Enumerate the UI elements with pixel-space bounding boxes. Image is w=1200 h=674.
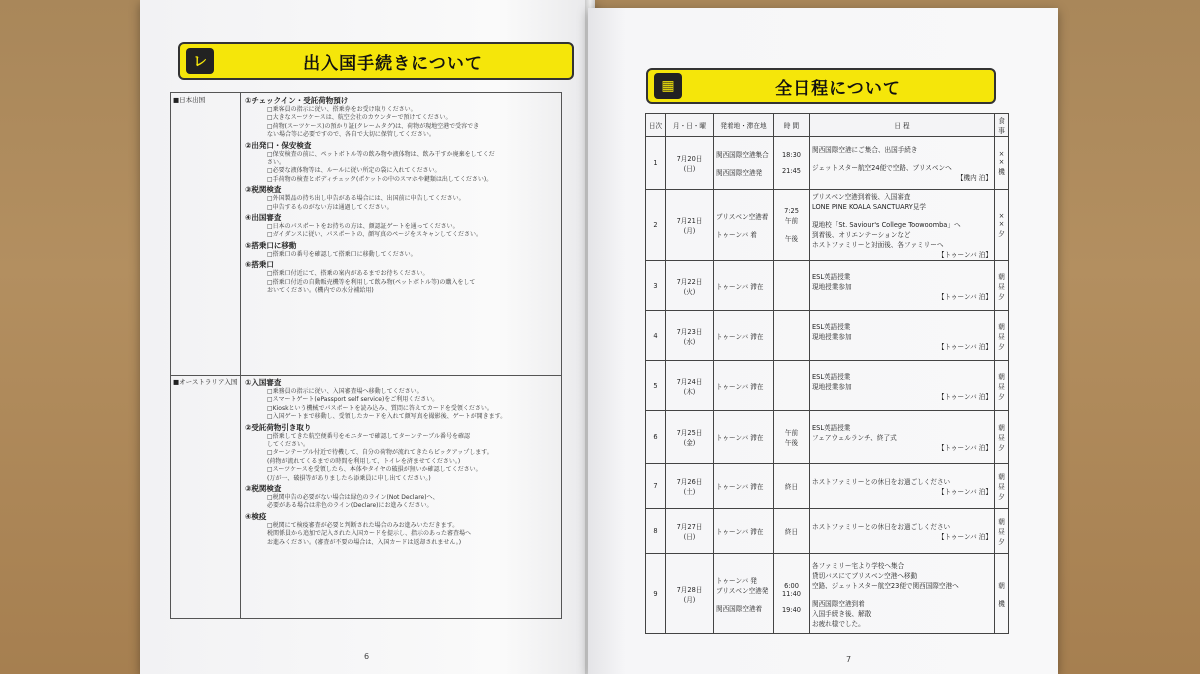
date-cell: 7月23日 (水) — [666, 311, 714, 361]
column-header: 食事 — [995, 114, 1009, 137]
right-page-title: 全日程について — [775, 78, 901, 99]
itinerary-row — [646, 509, 1009, 554]
step-line: □スマートゲート(ePassport self service)をご利用ください。 — [267, 396, 439, 404]
meal-cell: 朝 昼 夕 — [995, 464, 1009, 509]
step-heading: ④検疫 — [245, 511, 267, 521]
page-number-left: 6 — [364, 652, 370, 661]
place-cell: トゥーンバ 滞在 — [714, 411, 774, 464]
date-cell: 7月24日 (木) — [666, 361, 714, 411]
step-line: □搭乗してきた航空便番号をモニターで確認してターンテーブル番号を確認 — [267, 432, 471, 440]
itinerary-row — [646, 361, 1009, 411]
itinerary-row — [646, 311, 1009, 361]
stay-label: 【トゥーンバ 泊】 — [937, 444, 992, 452]
step-line: □保安検査の前に、ペットボトル等の飲み物や液体物は、飲み干すか廃棄をしてくだ — [267, 150, 495, 158]
schedule-cell — [810, 311, 995, 361]
place-cell: トゥーンバ 滞在 — [714, 464, 774, 509]
time-cell — [774, 261, 810, 311]
place-cell: トゥーンバ 滞在 — [714, 261, 774, 311]
itinerary-row — [646, 190, 1009, 261]
stay-label: 【トゥーンバ 泊】 — [937, 533, 992, 541]
date-cell: 7月27日 (日) — [666, 509, 714, 554]
day-number-cell: 3 — [646, 261, 666, 311]
itinerary-row — [646, 137, 1009, 190]
left-page-title: 出入国手続きについて — [303, 53, 483, 74]
schedule-cell — [810, 137, 995, 190]
column-header: 月・日・曜 — [666, 114, 714, 137]
procedures-table — [170, 92, 562, 619]
time-cell: 終日 — [774, 509, 810, 554]
day-number-cell: 4 — [646, 311, 666, 361]
meal-cell: 朝 機 — [995, 554, 1009, 634]
day-number-cell: 8 — [646, 509, 666, 554]
section-heading: ■日本出国 — [171, 93, 241, 375]
day-number-cell: 6 — [646, 411, 666, 464]
section-heading: ■オーストラリア入国 — [171, 375, 241, 618]
schedule-text: ESL英語授業 現地授業参加 — [812, 372, 852, 391]
calendar-icon: ▦ — [654, 73, 682, 99]
day-number-cell: 2 — [646, 190, 666, 261]
schedule-text: 関西国際空港にご集合、出国手続き ジェットスター航空24便で空路、ブリスベンへ — [812, 146, 952, 172]
right-title-banner — [646, 68, 996, 104]
time-cell — [774, 361, 810, 411]
step-line: (万が一、破損等がありましたら添乗員に申し出てください。) — [267, 474, 431, 482]
column-header: 日次 — [646, 114, 666, 137]
itinerary-row — [646, 554, 1009, 634]
schedule-text: ブリスベン空港到着後、入国審査 LONE PINE KOALA SANCTUARY見学 現地校「St. Saviour's College Toowoomba」へ 到着後、オリエンテーションなど ホストファミリーと対面後、各ファミリーへ — [812, 193, 961, 249]
itinerary-row — [646, 261, 1009, 311]
schedule-cell — [810, 361, 995, 411]
step-line: □スーツケースを受領したら、本体やタイヤの破損が無いか確認してください。 — [267, 466, 482, 474]
day-number-cell: 9 — [646, 554, 666, 634]
itinerary-table — [645, 113, 1009, 634]
step-line: □搭乗口の番号を確認して搭乗口に移動してください。 — [267, 250, 417, 258]
place-cell: トゥーンバ 発 ブリスベン空港発 関西国際空港着 — [714, 554, 774, 634]
time-cell: 7:25 午前 午後 — [774, 190, 810, 261]
schedule-cell — [810, 464, 995, 509]
step-line: □必要な液体物等は、ルールに従い所定の袋に入れてください。 — [267, 167, 441, 175]
date-cell: 7月21日 (月) — [666, 190, 714, 261]
place-cell: ブリスベン空港着 トゥーンバ 着 — [714, 190, 774, 261]
schedule-cell — [810, 411, 995, 464]
left-title-banner — [178, 42, 574, 80]
step-line: おいてください。(機内での水分補給用) — [267, 287, 374, 295]
schedule-cell — [810, 261, 995, 311]
step-heading: ②受託荷物引き取り — [245, 422, 312, 432]
day-number-cell: 5 — [646, 361, 666, 411]
column-header: 時 間 — [774, 114, 810, 137]
step-line: □搭乗口付近にて、搭乗の案内があるまでお待ちください。 — [267, 270, 429, 278]
procedure-section — [171, 375, 561, 619]
step-line: □税関申告の必要がない場合は緑色のライン(Not Declare)へ、 — [267, 494, 439, 502]
step-line: □乗務員の指示に従い、入国審査場へ移動してください。 — [267, 388, 423, 395]
date-cell: 7月22日 (火) — [666, 261, 714, 311]
date-cell: 7月20日 (日) — [666, 137, 714, 190]
place-cell: トゥーンバ 滞在 — [714, 509, 774, 554]
time-cell: 18:30 21:45 — [774, 137, 810, 190]
step-line: してください。 — [267, 441, 310, 449]
step-line: □乗客員の指示に従い、搭乗券をお受け取りください。 — [267, 106, 417, 113]
itinerary-header-row — [646, 114, 1009, 137]
step-heading: ①入国審査 — [245, 378, 282, 387]
page-number-right: 7 — [846, 655, 852, 664]
checklist-icon: レ — [186, 48, 214, 74]
left-page — [140, 0, 595, 674]
step-line: □外国製品の持ち出し申告がある場合には、出国前に申告してください。 — [267, 195, 465, 203]
schedule-text: ESL英語授業 フェアウェルランチ、終了式 — [812, 424, 897, 442]
column-header: 発着地・滞在地 — [714, 114, 774, 137]
meal-cell: × × 機 — [995, 137, 1009, 190]
meal-cell: 朝 昼 夕 — [995, 509, 1009, 554]
time-cell — [774, 311, 810, 361]
schedule-cell — [810, 509, 995, 554]
meal-cell: 朝 昼 夕 — [995, 411, 1009, 464]
date-cell: 7月28日 (月) — [666, 554, 714, 634]
step-heading: ②出発口・保安検査 — [245, 140, 312, 150]
day-number-cell: 7 — [646, 464, 666, 509]
place-cell: 関西国際空港集合 関西国際空港発 — [714, 137, 774, 190]
step-heading: ①チェックイン・受託荷物預け — [245, 96, 349, 105]
step-heading: ③税関検査 — [245, 185, 282, 195]
time-cell: 終日 — [774, 464, 810, 509]
schedule-text: ESL英語授業 現地授業参加 — [812, 322, 852, 341]
step-line: お進みください。(審査が不要の場合は、入国カードは返却されません。) — [267, 538, 462, 546]
date-cell: 7月25日 (金) — [666, 411, 714, 464]
meal-cell: 朝 昼 夕 — [995, 311, 1009, 361]
step-line: □申告するものがない方は通過してください。 — [267, 203, 393, 211]
step-line: □ガイダンスに従い、パスポートの、顔写真のページをスキャンしてください。 — [267, 231, 483, 239]
section-body — [245, 377, 557, 547]
step-line: さい。 — [267, 159, 286, 167]
schedule-text: ホストファミリーとの休日をお過ごしください — [812, 523, 951, 531]
day-number-cell: 1 — [646, 137, 666, 190]
schedule-text: ホストファミリーとの休日をお過ごしください — [812, 478, 951, 486]
stay-label: 【トゥーンバ 泊】 — [937, 392, 992, 401]
step-line: □手荷物の検査とボディチェック(ポケットの中のスマホや鍵類は出してください)。 — [267, 175, 493, 183]
step-line: □搭乗口付近の自動販売機等を利用して飲み物(ペットボトル等)の購入をして — [267, 278, 476, 286]
step-line: □ターンテーブル付近で待機して、自分の荷物が流れてきたらピックアップします。 — [267, 449, 493, 457]
itinerary-row — [646, 411, 1009, 464]
stay-label: 【トゥーンバ 泊】 — [937, 488, 992, 496]
place-cell: トゥーンバ 滞在 — [714, 361, 774, 411]
meal-cell: × × 夕 — [995, 190, 1009, 261]
step-line: 税関係員から追加で記入された入国カードを提示し、指示のあった審査場へ — [267, 530, 471, 538]
schedule-cell — [810, 554, 995, 634]
step-line: □Kioskという機械でパスポートを読み込み、質問に答えてカードを受領ください。 — [267, 404, 493, 412]
step-heading: ③税関検査 — [245, 484, 282, 494]
schedule-text: 各ファミリー宅より学校へ集合 貸切バスにてブリスベン空港へ移動 空路、ジェットスター航空23便で関西国際空港へ 関西国際空港到着 入国手続き後、解散 お疲れ様でした。 — [812, 561, 959, 628]
meal-cell: 朝 昼 夕 — [995, 361, 1009, 411]
step-line: □税関にて検疫審査が必要と判断された場合のみお進みいただきます。 — [267, 521, 459, 529]
date-cell: 7月26日 (土) — [666, 464, 714, 509]
step-line: □入国ゲートまで移動し、受領したカードを入れて顔写真を撮影後、ゲートが開きます。 — [267, 413, 507, 421]
section-body — [245, 95, 557, 296]
step-heading: ⑥搭乗口 — [245, 260, 274, 270]
time-cell: 午前 午後 — [774, 411, 810, 464]
procedure-section — [171, 93, 561, 376]
step-heading: ⑤搭乗口に移動 — [245, 240, 297, 250]
step-line: ない場合等に必要ですので、各自で大切に保管してください。 — [267, 131, 435, 139]
column-header: 日 程 — [810, 114, 995, 137]
place-cell: トゥーンバ 滞在 — [714, 311, 774, 361]
stay-label: 【トゥーンバ 泊】 — [937, 251, 992, 259]
schedule-cell — [810, 190, 995, 261]
itinerary-row — [646, 464, 1009, 509]
right-page — [588, 8, 1058, 674]
meal-cell: 朝 昼 夕 — [995, 261, 1009, 311]
time-cell: 6:00 11:40 19:40 — [774, 554, 810, 634]
stay-label: 【トゥーンバ 泊】 — [937, 342, 992, 351]
stay-label: 【トゥーンバ 泊】 — [937, 292, 992, 301]
schedule-text: ESL英語授業 現地授業参加 — [812, 272, 852, 291]
step-line: □荷物(スーツケース)の預かり証(クレームタグ)は、荷物が現地空港で受容でき — [267, 122, 480, 130]
step-line: □大きなスーツケースは、航空会社のカウンターで預けてください。 — [267, 114, 452, 122]
step-heading: ④出国審査 — [245, 213, 282, 223]
step-line: □日本のパスポートをお持ちの方は、顔認証ゲートを通ってください。 — [267, 223, 459, 231]
step-line: (荷物が流れてくるまでの時間を利用して、トイレを済ませてください。) — [267, 457, 461, 465]
stay-label: 【機内 泊】 — [956, 174, 992, 182]
step-line: 必要がある場合は赤色のライン(Declare)にお進みください。 — [267, 502, 433, 510]
